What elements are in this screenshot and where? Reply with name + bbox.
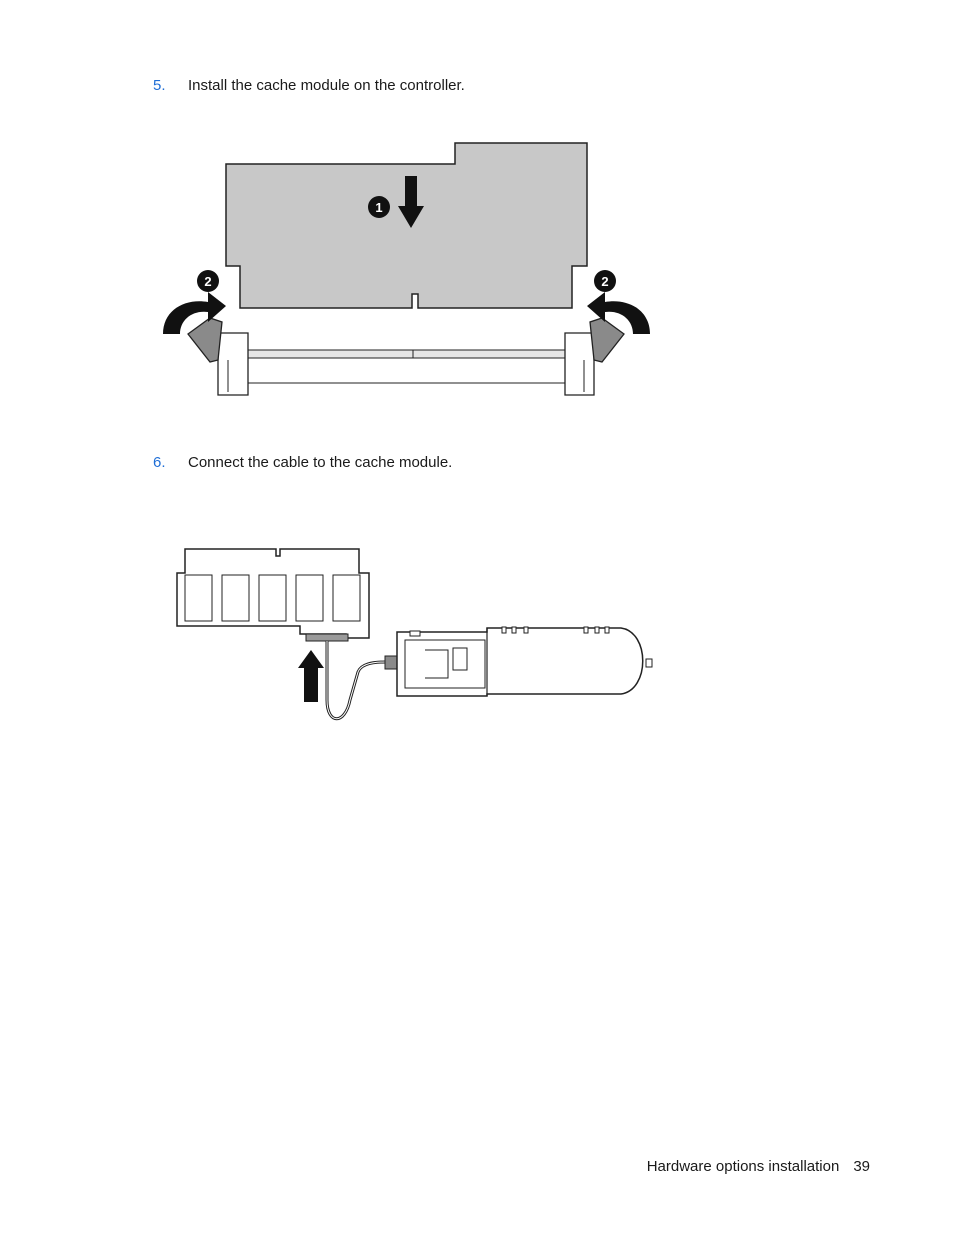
module-cable-connector (306, 634, 348, 641)
callout-2-label: 2 (204, 274, 212, 289)
cache-module-board (226, 143, 587, 308)
step-text: Connect the cable to the cache module. (188, 454, 453, 471)
step-number: 6. (153, 454, 166, 471)
callout-2-right (594, 270, 616, 292)
battery-pack (397, 627, 652, 696)
page-number: 39 (853, 1158, 870, 1175)
step-text: Install the cache module on the controller. (188, 77, 465, 94)
connect-cable-figure (170, 540, 660, 730)
page-footer (647, 1158, 870, 1175)
callout-2-label: 2 (601, 274, 609, 289)
callout-2-left (197, 270, 219, 292)
callout-1 (368, 196, 390, 218)
footer-section: Hardware options installation (646, 1158, 840, 1175)
step-number: 5. (153, 77, 166, 94)
install-cache-module-figure (150, 135, 660, 405)
controller-connector (218, 333, 594, 395)
memory-chips (185, 575, 360, 621)
right-latch (590, 318, 624, 362)
callout-1-label: 1 (375, 200, 383, 215)
up-arrow-icon (298, 650, 324, 702)
left-latch (188, 318, 222, 362)
